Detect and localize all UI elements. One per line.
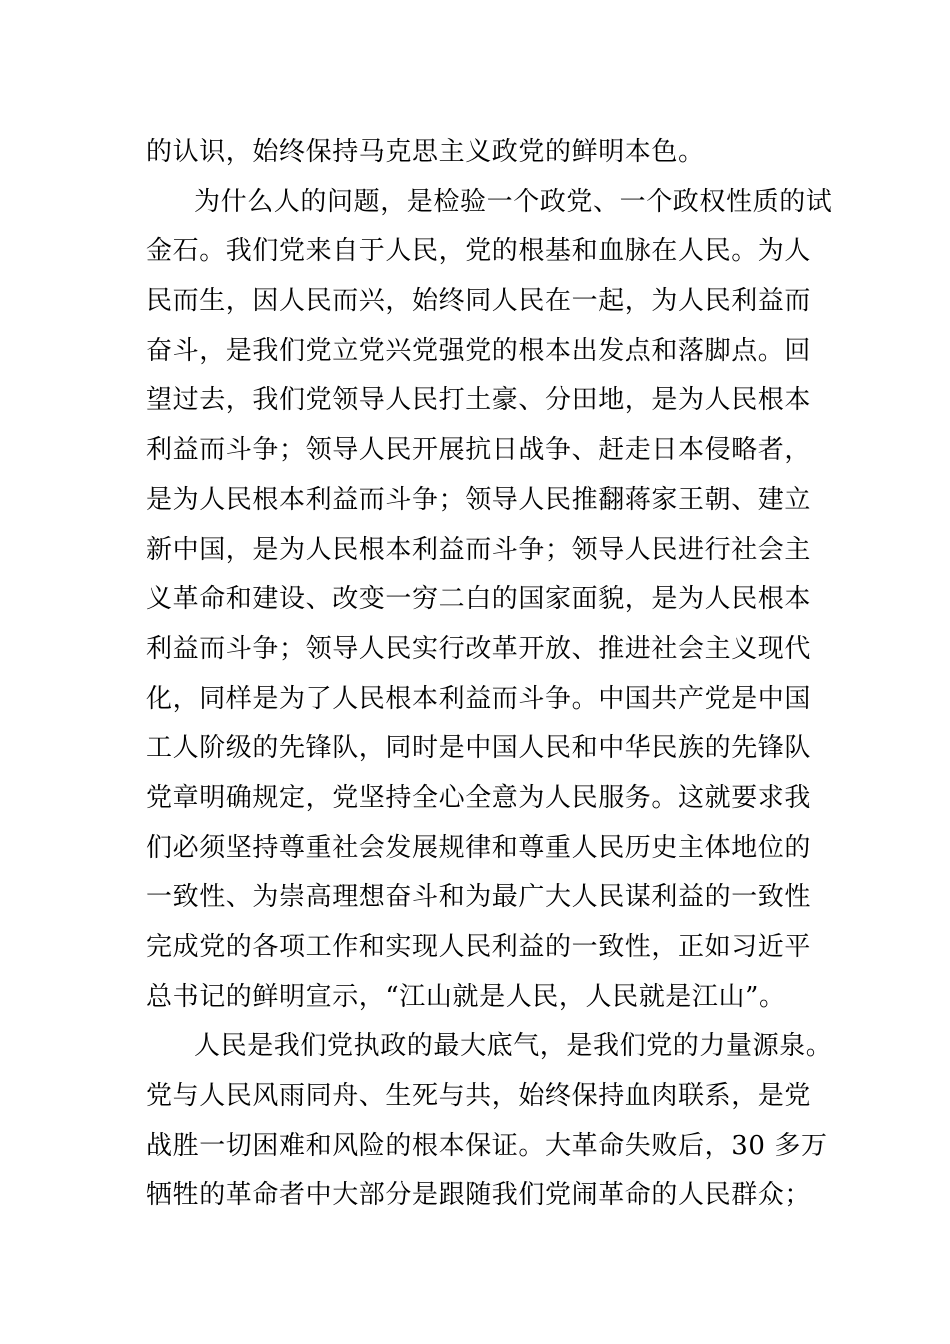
text-line: 一致性、为崇高理想奋斗和为最广大人民谋利益的一致性 (146, 882, 812, 913)
text-line: 义革命和建设、改变一穷二白的国家面貌，是为人民根本 (146, 584, 812, 615)
text-line: 利益而斗争；领导人民开展抗日战争、赶走日本侵略者， (146, 435, 812, 466)
text-line: 战胜一切困难和风险的根本保证。大革命失败后，30 多万 (146, 1130, 828, 1161)
text-line: 们必须坚持尊重社会发展规律和尊重人民历史主体地位的 (146, 832, 812, 863)
text-line: 人民是我们党执政的最大底气，是我们党的力量源泉。 (194, 1031, 833, 1062)
text-line: 牺牲的革命者中大部分是跟随我们党闹革命的人民群众； (146, 1180, 812, 1211)
text-line: 是为人民根本利益而斗争；领导人民推翻蒋家王朝、建立 (146, 484, 812, 515)
text-line: 的认识，始终保持马克思主义政党的鲜明本色。 (146, 137, 705, 167)
text-line: 为什么人的问题，是检验一个政党、一个政权性质的试 (194, 186, 833, 217)
text-line: 民而生，因人民而兴，始终同人民在一起，为人民利益而 (146, 286, 812, 317)
body-text (146, 128, 833, 1221)
text-line: 望过去，我们党领导人民打土豪、分田地，是为人民根本 (146, 385, 812, 416)
text-line: 利益而斗争；领导人民实行改革开放、推进社会主义现代 (146, 633, 812, 664)
text-line: 奋斗，是我们党立党兴党强党的根本出发点和落脚点。回 (146, 335, 812, 366)
text-line: 金石。我们党来自于人民，党的根基和血脉在人民。为人 (146, 236, 812, 267)
text-line: 总书记的鲜明宣示，“江山就是人民，人民就是江山”。 (146, 981, 786, 1012)
text-line: 新中国，是为人民根本利益而斗争；领导人民进行社会主 (146, 534, 812, 565)
text-line: 党与人民风雨同舟、生死与共，始终保持血肉联系，是党 (146, 1081, 812, 1112)
text-line: 党章明确规定，党坚持全心全意为人民服务。这就要求我 (146, 782, 812, 813)
text-line: 工人阶级的先锋队，同时是中国人民和中华民族的先锋队 (146, 733, 812, 764)
text-line: 化，同样是为了人民根本利益而斗争。中国共产党是中国 (146, 683, 812, 714)
text-line: 完成党的各项工作和实现人民利益的一致性，正如习近平 (146, 932, 812, 962)
